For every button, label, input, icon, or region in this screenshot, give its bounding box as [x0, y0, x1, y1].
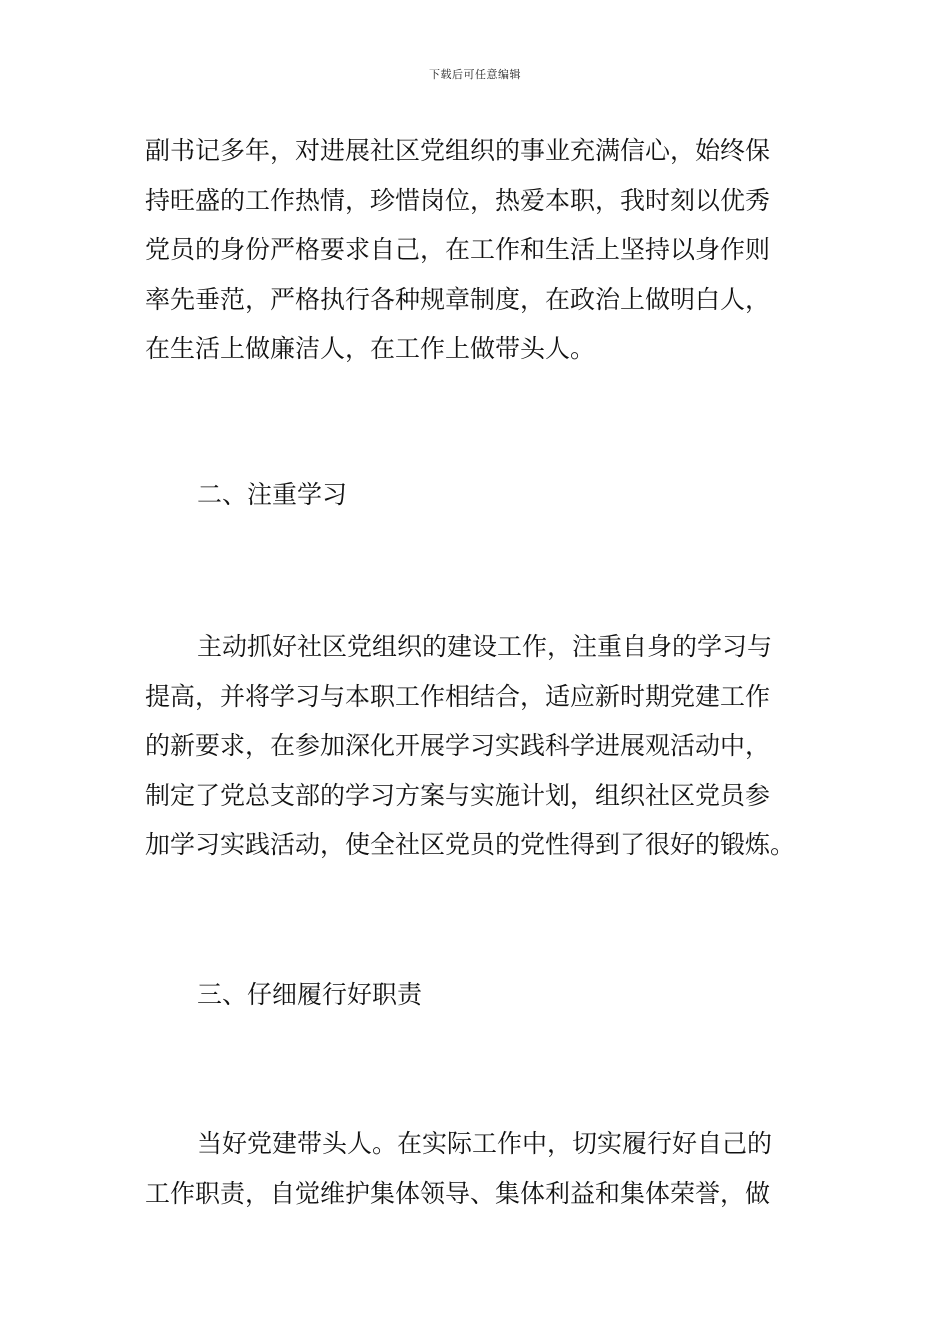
paragraph-line: 主动抓好社区党组织的建设工作，注重自身的学习与: [197, 632, 773, 661]
paragraph-line: 制定了党总支部的学习方案与实施计划，组织社区党员参: [145, 780, 771, 810]
paragraph-line: 加学习实践活动，使全社区党员的党性得到了很好的锻炼。: [145, 830, 796, 860]
paragraph-line: 工作职责，自觉维护集体领导、集体利益和集体荣誉，做: [145, 1178, 771, 1208]
paragraph-duties: [145, 1119, 810, 1218]
page-header-note: 下载后可任意编辑: [429, 68, 521, 81]
paragraph-study: [145, 622, 810, 870]
paragraph-line: 在生活上做廉洁人，在工作上做带头人。: [145, 334, 596, 364]
paragraph-line: 当好党建带头人。在实际工作中，切实履行好自己的: [197, 1129, 773, 1158]
paragraph-line: 率先垂范，严格执行各种规章制度，在政治上做明白人，: [145, 284, 771, 314]
paragraph-line: 持旺盛的工作热情，珍惜岗位，热爱本职，我时刻以优秀: [145, 185, 771, 215]
paragraph-line: 的新要求，在参加深化开展学习实践科学进展观活动中，: [145, 731, 771, 761]
paragraph-line: 提高，并将学习与本职工作相结合，适应新时期党建工作: [145, 681, 771, 711]
paragraph-line: 党员的身份严格要求自己，在工作和生活上坚持以身作则: [145, 235, 771, 265]
section-heading-duties: 三、仔细履行好职责: [197, 980, 423, 1009]
paragraph-continuation: [145, 126, 810, 374]
paragraph-line: 副书记多年，对进展社区党组织的事业充满信心，始终保: [145, 136, 771, 165]
section-heading-study: 二、注重学习: [197, 480, 348, 509]
